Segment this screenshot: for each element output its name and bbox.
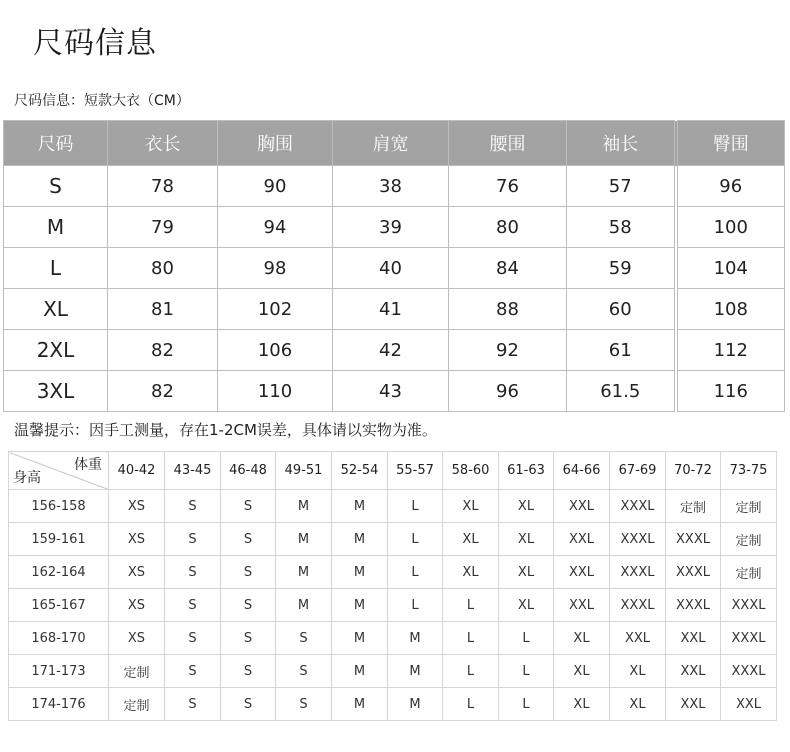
recommended-size-cell: 定制 — [109, 655, 165, 688]
recommended-size-cell: XXXL — [666, 523, 721, 556]
height-range-cell: 162-164 — [9, 556, 109, 589]
recommended-size-cell: L — [388, 523, 443, 556]
height-range-cell: 159-161 — [9, 523, 109, 556]
measurement-note: 温馨提示：因手工测量，存在1-2CM误差，具体请以实物为准。 — [14, 421, 437, 439]
recommended-size-cell: S — [221, 688, 276, 721]
value-cell: 94 — [218, 207, 333, 248]
value-cell: 59 — [567, 248, 676, 289]
weight-header: 61-63 — [499, 452, 554, 490]
recommended-size-cell: S — [165, 490, 221, 523]
recommended-size-cell: L — [499, 688, 554, 721]
value-cell: 82 — [108, 330, 218, 371]
recommended-size-cell: S — [221, 556, 276, 589]
size-cell: 3XL — [4, 371, 108, 412]
recommended-size-cell: M — [388, 655, 443, 688]
recommended-size-cell: XXL — [666, 655, 721, 688]
weight-header: 40-42 — [109, 452, 165, 490]
recommended-size-cell: XS — [109, 490, 165, 523]
recommended-size-cell: XL — [610, 655, 666, 688]
value-cell: 84 — [449, 248, 567, 289]
recommended-size-cell: XL — [554, 622, 610, 655]
header-shoulder: 肩宽 — [333, 121, 449, 166]
value-cell: 116 — [676, 371, 785, 412]
recommended-size-cell: M — [276, 556, 332, 589]
recommended-size-cell: XS — [109, 589, 165, 622]
value-cell: 61.5 — [567, 371, 676, 412]
table-row — [9, 622, 777, 655]
weight-header-row — [9, 452, 777, 490]
value-cell: 80 — [449, 207, 567, 248]
value-cell: 80 — [108, 248, 218, 289]
recommended-size-cell: XXXL — [721, 589, 777, 622]
recommended-size-cell: XL — [443, 523, 499, 556]
recommended-size-cell: XL — [443, 490, 499, 523]
recommended-size-cell: XXXL — [610, 490, 666, 523]
value-cell: 102 — [218, 289, 333, 330]
recommended-size-cell: XXL — [666, 688, 721, 721]
table-row — [4, 289, 785, 330]
size-cell: XL — [4, 289, 108, 330]
recommended-size-cell: M — [276, 490, 332, 523]
weight-header: 55-57 — [388, 452, 443, 490]
height-range-cell: 174-176 — [9, 688, 109, 721]
height-range-cell: 156-158 — [9, 490, 109, 523]
size-cell: S — [4, 166, 108, 207]
recommended-size-cell: S — [165, 556, 221, 589]
table-row — [9, 688, 777, 721]
recommended-size-cell: 定制 — [721, 490, 777, 523]
recommended-size-cell: S — [276, 688, 332, 721]
height-axis-label: 身高 — [13, 470, 41, 486]
height-range-cell: 165-167 — [9, 589, 109, 622]
height-range-cell: 168-170 — [9, 622, 109, 655]
recommended-size-cell: L — [388, 490, 443, 523]
header-chest: 胸围 — [218, 121, 333, 166]
recommended-size-cell: S — [221, 622, 276, 655]
recommended-size-cell: L — [388, 556, 443, 589]
value-cell: 100 — [676, 207, 785, 248]
recommended-size-cell: S — [276, 655, 332, 688]
recommended-size-cell: XS — [109, 523, 165, 556]
value-cell: 108 — [676, 289, 785, 330]
table-row — [4, 207, 785, 248]
recommended-size-cell: XXL — [554, 523, 610, 556]
weight-axis-label: 体重 — [74, 457, 102, 473]
recommended-size-cell: XL — [443, 556, 499, 589]
recommended-size-cell: L — [443, 655, 499, 688]
recommended-size-cell: M — [332, 589, 388, 622]
value-cell: 112 — [676, 330, 785, 371]
recommended-size-cell: XXXL — [666, 556, 721, 589]
recommended-size-cell: S — [221, 589, 276, 622]
header-sleeve: 袖长 — [567, 121, 676, 166]
recommended-size-cell: XL — [499, 523, 554, 556]
fit-guide-table — [8, 451, 777, 721]
recommended-size-cell: XXL — [610, 622, 666, 655]
recommended-size-cell: XXXL — [721, 622, 777, 655]
recommended-size-cell: M — [388, 688, 443, 721]
recommended-size-cell: M — [332, 556, 388, 589]
header-size: 尺码 — [4, 121, 108, 166]
recommended-size-cell: S — [165, 655, 221, 688]
value-cell: 76 — [449, 166, 567, 207]
recommended-size-cell: XXL — [554, 556, 610, 589]
recommended-size-cell: L — [388, 589, 443, 622]
value-cell: 78 — [108, 166, 218, 207]
recommended-size-cell: S — [165, 688, 221, 721]
recommended-size-cell: M — [332, 523, 388, 556]
table-row — [9, 655, 777, 688]
value-cell: 79 — [108, 207, 218, 248]
weight-header: 46-48 — [221, 452, 276, 490]
recommended-size-cell: 定制 — [109, 688, 165, 721]
table-row — [9, 523, 777, 556]
value-cell: 82 — [108, 371, 218, 412]
value-cell: 106 — [218, 330, 333, 371]
size-table-header-row — [4, 121, 785, 166]
recommended-size-cell: XXL — [554, 490, 610, 523]
value-cell: 57 — [567, 166, 676, 207]
recommended-size-cell: L — [443, 688, 499, 721]
value-cell: 39 — [333, 207, 449, 248]
value-cell: 110 — [218, 371, 333, 412]
page-title: 尺码信息 — [33, 26, 157, 61]
recommended-size-cell: M — [332, 655, 388, 688]
recommended-size-cell: L — [499, 655, 554, 688]
recommended-size-cell: S — [276, 622, 332, 655]
value-cell: 42 — [333, 330, 449, 371]
weight-header: 52-54 — [332, 452, 388, 490]
value-cell: 61 — [567, 330, 676, 371]
header-hip: 臀围 — [676, 121, 785, 166]
recommended-size-cell: S — [221, 490, 276, 523]
weight-header: 73-75 — [721, 452, 777, 490]
recommended-size-cell: S — [165, 589, 221, 622]
value-cell: 90 — [218, 166, 333, 207]
table-row — [4, 166, 785, 207]
weight-header: 58-60 — [443, 452, 499, 490]
recommended-size-cell: XL — [499, 556, 554, 589]
recommended-size-cell: L — [499, 622, 554, 655]
recommended-size-cell: XXXL — [666, 589, 721, 622]
value-cell: 58 — [567, 207, 676, 248]
recommended-size-cell: M — [332, 622, 388, 655]
weight-header: 64-66 — [554, 452, 610, 490]
size-chart-table — [3, 120, 785, 412]
header-waist: 腰围 — [449, 121, 567, 166]
table-row — [9, 556, 777, 589]
recommended-size-cell: XXXL — [721, 655, 777, 688]
recommended-size-cell: S — [165, 622, 221, 655]
recommended-size-cell: 定制 — [721, 556, 777, 589]
recommended-size-cell: M — [332, 490, 388, 523]
weight-header: 49-51 — [276, 452, 332, 490]
recommended-size-cell: S — [165, 523, 221, 556]
table-row — [9, 490, 777, 523]
value-cell: 60 — [567, 289, 676, 330]
recommended-size-cell: L — [443, 622, 499, 655]
recommended-size-cell: XL — [499, 589, 554, 622]
recommended-size-cell: M — [332, 688, 388, 721]
recommended-size-cell: L — [443, 589, 499, 622]
recommended-size-cell: XXXL — [610, 589, 666, 622]
recommended-size-cell: XS — [109, 556, 165, 589]
table-row — [4, 371, 785, 412]
size-cell: 2XL — [4, 330, 108, 371]
corner-cell — [9, 452, 109, 490]
recommended-size-cell: XXL — [666, 622, 721, 655]
recommended-size-cell: 定制 — [721, 523, 777, 556]
weight-header: 67-69 — [610, 452, 666, 490]
recommended-size-cell: XS — [109, 622, 165, 655]
recommended-size-cell: S — [221, 523, 276, 556]
recommended-size-cell: XXL — [554, 589, 610, 622]
recommended-size-cell: XXXL — [610, 523, 666, 556]
table-subtitle: 尺码信息：短款大衣（CM） — [14, 93, 190, 109]
recommended-size-cell: XL — [610, 688, 666, 721]
value-cell: 96 — [676, 166, 785, 207]
table-row — [4, 248, 785, 289]
table-row — [9, 589, 777, 622]
table-row — [4, 330, 785, 371]
recommended-size-cell: XXXL — [610, 556, 666, 589]
value-cell: 81 — [108, 289, 218, 330]
value-cell: 40 — [333, 248, 449, 289]
recommended-size-cell: XL — [554, 688, 610, 721]
recommended-size-cell: 定制 — [666, 490, 721, 523]
value-cell: 38 — [333, 166, 449, 207]
weight-header: 43-45 — [165, 452, 221, 490]
value-cell: 96 — [449, 371, 567, 412]
value-cell: 43 — [333, 371, 449, 412]
recommended-size-cell: M — [388, 622, 443, 655]
recommended-size-cell: XL — [554, 655, 610, 688]
value-cell: 98 — [218, 248, 333, 289]
value-cell: 41 — [333, 289, 449, 330]
recommended-size-cell: S — [221, 655, 276, 688]
value-cell: 88 — [449, 289, 567, 330]
header-length: 衣长 — [108, 121, 218, 166]
value-cell: 92 — [449, 330, 567, 371]
recommended-size-cell: XL — [499, 490, 554, 523]
weight-header: 70-72 — [666, 452, 721, 490]
recommended-size-cell: M — [276, 589, 332, 622]
recommended-size-cell: M — [276, 523, 332, 556]
size-cell: M — [4, 207, 108, 248]
size-cell: L — [4, 248, 108, 289]
value-cell: 104 — [676, 248, 785, 289]
recommended-size-cell: XXL — [721, 688, 777, 721]
height-range-cell: 171-173 — [9, 655, 109, 688]
